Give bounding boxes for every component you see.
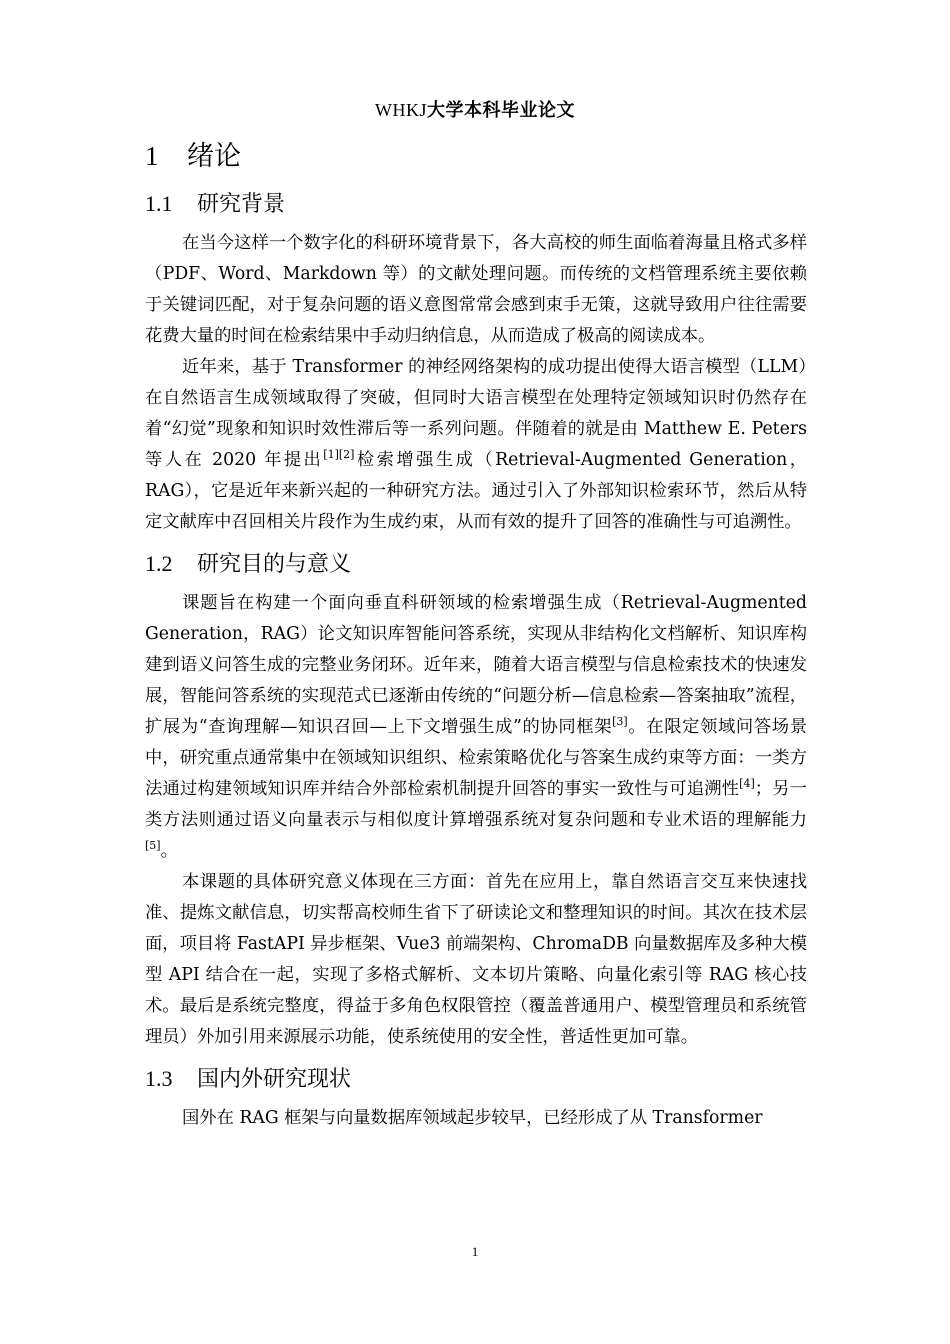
paragraph [145,1103,807,1134]
page-number: 1 [471,1244,479,1259]
running-header [0,96,950,122]
paragraph-text: 。在限定领域问答场景中，研究重点通常集中在领域知识组织、检索策略优化与答案生成约束等方面：一类方法通过构建领域知识库并结合外部检索机制提升回答的事实一致性与可追溯性 [145,717,807,799]
section-heading [145,546,807,582]
paragraph-text: 检索增强生成（Retrieval-Augmented Generation，RAG），它是近年来新兴起的一种研究方法。通过引入了外部知识检索环节，然后从特定文献库中召回相关片段作为生成约束，从而有效的提升了回答的准确性与可追溯性。 [145,450,807,532]
paragraph [145,228,807,352]
paragraph [145,352,807,538]
section-heading [145,186,807,222]
section-title: 研究背景 [197,192,286,217]
header-school-code: WHKJ [375,100,427,120]
paragraph-text: 在当今这样一个数字化的科研环境背景下，各大高校的师生面临着海量且格式多样（PDF、Word、Markdown 等）的文献处理问题。而传统的文档管理系统主要依赖于关键词匹配，对于复杂问题的语义意图常常会感到束手无策，这就导致用户往往需要花费大量的时间在检索结果中手动归纳信息，从而造成了极高的阅读成本。 [145,233,807,346]
body-content [145,136,807,1134]
section-number: 1.2 [145,551,173,576]
paragraph-text: 课题旨在构建一个面向垂直科研领域的检索增强生成（Retrieval-Augmented Generation，RAG）论文知识库智能问答系统，实现从非结构化文档解析、知识库构建到语义问答生成的完整业务闭环。近年来，随着大语言模型与信息检索技术的快速发展，智能问答系统的实现范式已逐渐由传统的“问题分析—信息检索—答案抽取”流程，扩展为“查询理解—知识召回—上下文增强生成”的协同框架 [145,593,807,737]
chapter-number: 1 [145,141,159,171]
chapter-heading [145,136,807,178]
paragraph-text: 国外在 RAG 框架与向量数据库领域起步较早，已经形成了从 Transformer [182,1108,763,1128]
chapter-title: 绪论 [187,141,241,172]
paragraph-text: 。 [160,841,178,861]
paragraph-text: 近年来，基于 Transformer 的神经网络架构的成功提出使得大语言模型（LLM）在自然语言生成领域取得了突破，但同时大语言模型在处理特定领域知识时仍然存在着“幻觉”现象和知识时效性滞后等一系列问题。伴随着的就是由 Matthew E. Peters 等人在 2020 年提出 [145,357,807,470]
citation-ref: [5] [145,839,161,853]
header-thesis-title: 大学本科毕业论文 [427,100,575,121]
section-number: 1.3 [145,1066,173,1091]
section-heading [145,1061,807,1097]
citation-ref: [1][2] [323,448,355,462]
paragraph [145,588,807,867]
citation-ref: [3] [612,715,628,729]
paragraph-text: ；另一类方法则通过语义向量表示与相似度计算增强系统对复杂问题和专业术语的理解能力 [145,779,807,830]
paragraph [145,867,807,1053]
section-number: 1.1 [145,191,173,216]
section-title: 国内外研究现状 [197,1067,352,1092]
section-title: 研究目的与意义 [197,552,352,577]
citation-ref: [4] [739,777,755,791]
paragraph-text: 本课题的具体研究意义体现在三方面：首先在应用上，靠自然语言交互来快速找准、提炼文献信息，切实帮高校师生省下了研读论文和整理知识的时间。其次在技术层面，项目将 FastAPI 异步框架、Vue3 前端架构、ChromaDB 向量数据库及多种大模型 API 结合在一起，实现了多格式解析、文本切片策略、向量化索引等 RAG 核心技术。最后是系统完整度，得益于多角色权限管控（覆盖普通用户、模型管理员和系统管理员）外加引用来源展示功能，使系统使用的安全性，普适性更加可靠。 [145,872,807,1047]
